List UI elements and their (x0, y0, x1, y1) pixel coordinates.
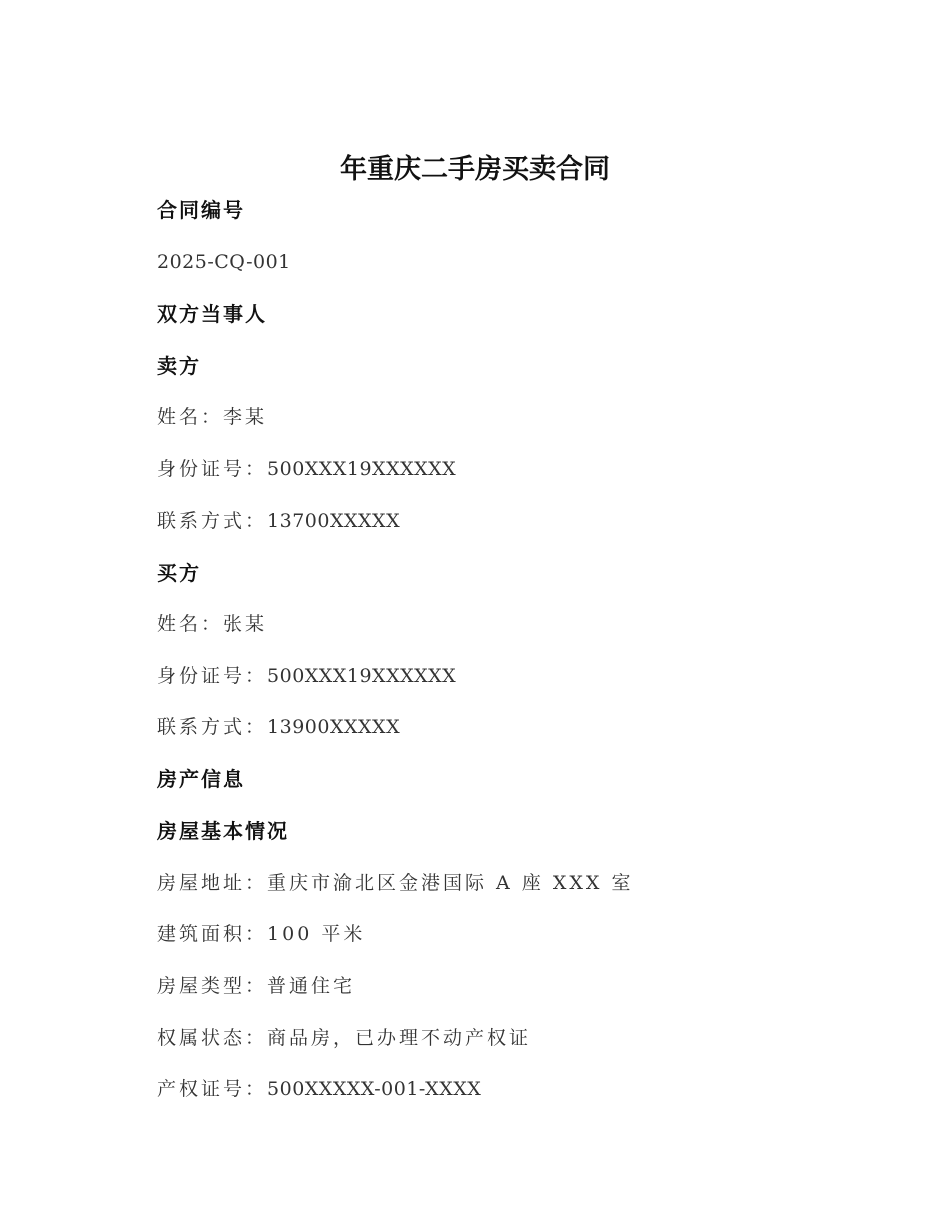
property-ownership-value: 商品房，已办理不动产权证 (267, 1027, 532, 1049)
seller-id-line (157, 455, 456, 483)
buyer-contact-label: 联系方式： (157, 716, 268, 738)
buyer-id-label: 身份证号： (157, 665, 268, 687)
property-area-value: 100 平米 (267, 923, 366, 945)
buyer-name-line (157, 610, 267, 638)
seller-heading: 卖方 (157, 354, 201, 378)
property-cert-line (157, 1075, 481, 1103)
document-title: 年重庆二手房买卖合同 (340, 154, 610, 185)
buyer-name-value: 张某 (223, 613, 268, 635)
property-ownership-line (157, 1024, 531, 1052)
seller-id-value: 500XXX19XXXXXX (267, 458, 457, 480)
seller-id-label: 身份证号： (157, 458, 268, 480)
buyer-heading: 买方 (157, 561, 201, 585)
buyer-id-value: 500XXX19XXXXXX (267, 665, 457, 687)
seller-contact-value: 13700XXXXX (267, 510, 401, 532)
property-area-line (157, 920, 365, 948)
buyer-contact-line (157, 713, 400, 741)
property-type-line (157, 972, 355, 1000)
property-type-value: 普通住宅 (267, 975, 356, 997)
seller-name-value: 李某 (223, 406, 268, 428)
seller-name-label: 姓名： (157, 406, 224, 428)
property-area-label: 建筑面积： (157, 923, 268, 945)
property-address-value: 重庆市渝北区金港国际 A 座 XXX 室 (267, 872, 634, 894)
property-cert-label: 产权证号： (157, 1078, 268, 1100)
contract-number-value (157, 248, 291, 276)
contract-number-heading: 合同编号 (157, 198, 245, 222)
buyer-id-line (157, 662, 456, 690)
seller-contact-label: 联系方式： (157, 510, 268, 532)
parties-heading: 双方当事人 (157, 302, 267, 326)
property-cert-value: 500XXXXX-001-XXXX (267, 1078, 482, 1100)
property-heading: 房产信息 (157, 767, 245, 791)
property-ownership-label: 权属状态： (157, 1027, 268, 1049)
buyer-name-label: 姓名： (157, 613, 224, 635)
property-address-label: 房屋地址： (157, 872, 268, 894)
seller-name-line (157, 403, 267, 431)
seller-contact-line (157, 507, 400, 535)
buyer-contact-value: 13900XXXXX (267, 716, 401, 738)
property-type-label: 房屋类型： (157, 975, 268, 997)
property-basic-heading: 房屋基本情况 (157, 819, 289, 843)
property-address-line (157, 869, 633, 897)
contract-number-text: 2025-CQ-001 (157, 251, 291, 273)
